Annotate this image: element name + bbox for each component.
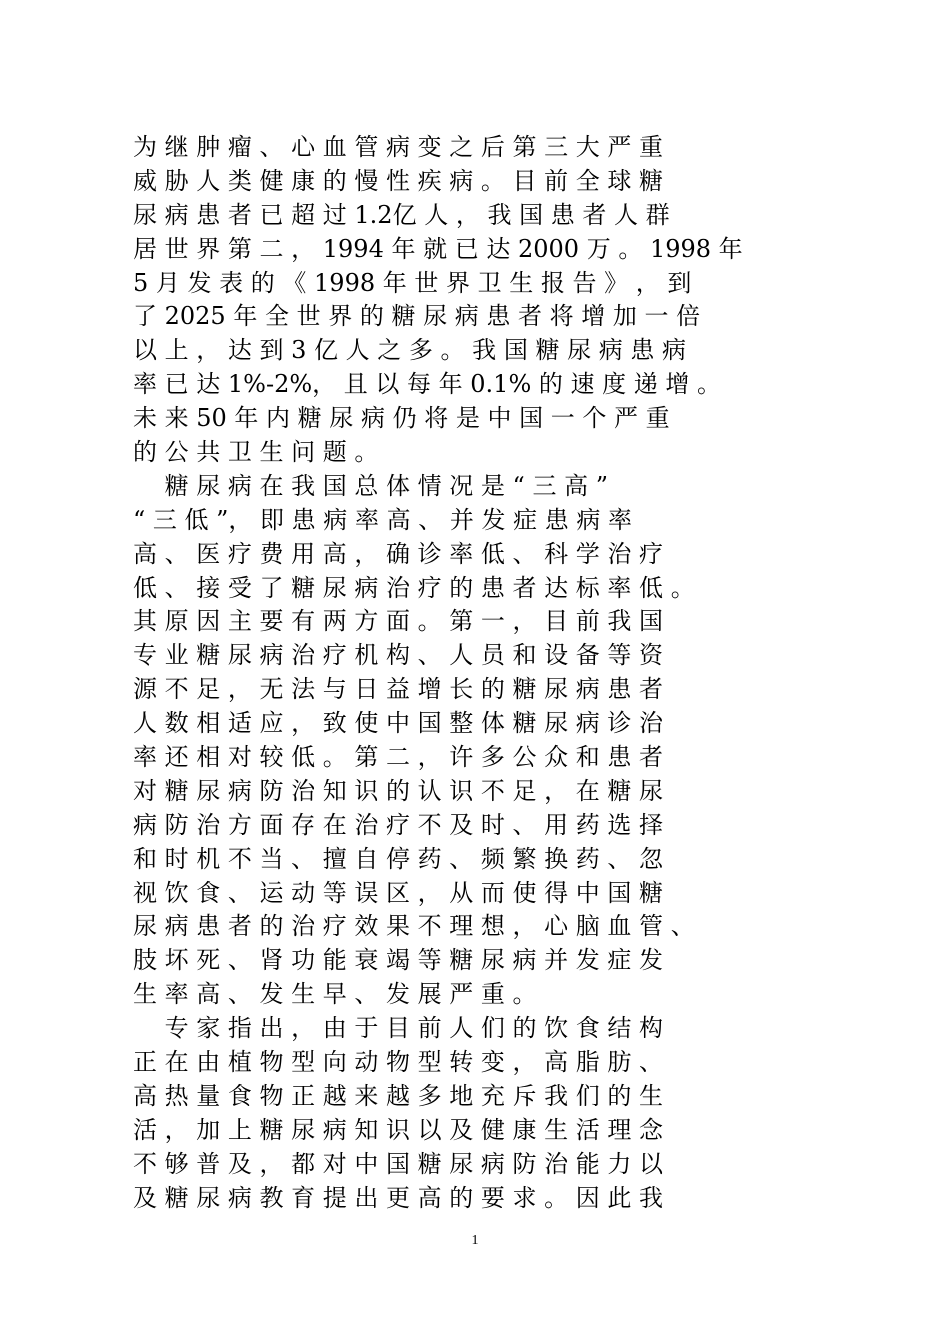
text-line: 及 糖 尿 病 教 育 提 出 更 高 的 要 求 。 因 此 我 — [133, 1183, 664, 1212]
text-line: 人 数 相 适 应 ， 致 使 中 国 整 体 糖 尿 病 诊 治 — [133, 709, 664, 738]
text-line: 对 糖 尿 病 防 治 知 识 的 认 识 不 足 ， 在 糖 尿 — [133, 776, 664, 805]
text-line: 高 、 医 疗 费 用 高 ， 确 诊 率 低 、 科 学 治 疗 — [133, 539, 664, 568]
text-line: 高 热 量 食 物 正 越 来 越 多 地 充 斥 我 们 的 生 — [133, 1081, 664, 1110]
text-line: 居 世 界 第 二 ， 1994 年 就 已 达 2000 万 。 1998 年 — [133, 234, 743, 263]
text-line: 专 家 指 出 ， 由 于 目 前 人 们 的 饮 食 结 构 — [133, 1014, 664, 1043]
text-line: 威 胁 人 类 健 康 的 慢 性 疾 病 。 目 前 全 球 糖 — [133, 166, 664, 195]
text-line: 糖 尿 病 在 我 国 总 体 情 况 是 “ 三 高 ” — [133, 471, 608, 500]
text-line: 专 业 糖 尿 病 治 疗 机 构 、 人 员 和 设 备 等 资 — [133, 641, 664, 670]
text-line: 正 在 由 植 物 型 向 动 物 型 转 变 ， 高 脂 肪 、 — [133, 1048, 664, 1077]
text-line: 了 2025 年 全 世 界 的 糖 尿 病 患 者 将 增 加 一 倍 — [133, 302, 701, 331]
text-line: 肢 坏 死 、 肾 功 能 衰 竭 等 糖 尿 病 并 发 症 发 — [133, 946, 664, 975]
text-line: 为 继 肿 瘤 、 心 血 管 病 变 之 后 第 三 大 严 重 — [133, 133, 664, 161]
text-line: 源 不 足 ， 无 法 与 日 益 增 长 的 糖 尿 病 患 者 — [133, 675, 664, 704]
text-line: 尿 病 患 者 的 治 疗 效 果 不 理 想 ， 心 脑 血 管 、 — [133, 912, 695, 941]
text-line: 5 月 发 表 的 《 1998 年 世 界 卫 生 报 告 》 ， 到 — [133, 268, 692, 297]
text-line: 其 原 因 主 要 有 两 方 面 。 第 一 ， 目 前 我 国 — [133, 607, 664, 636]
text-line: 尿 病 患 者 已 超 过 1.2亿 人 ， 我 国 患 者 人 群 — [133, 200, 670, 229]
text-line: 低 、 接 受 了 糖 尿 病 治 疗 的 患 者 达 标 率 低 。 — [133, 573, 695, 602]
text-line: 视 饮 食 、 运 动 等 误 区 ， 从 而 使 得 中 国 糖 — [133, 878, 664, 907]
page-number: 1 — [471, 1233, 479, 1248]
text-line: “ 三 低 ”， 即 患 病 率 高 、 并 发 症 患 病 率 — [133, 505, 632, 534]
text-line: 率 还 相 对 较 低 。 第 二 ， 许 多 公 众 和 患 者 — [133, 743, 664, 772]
text-line: 和 时 机 不 当 、 擅 自 停 药 、 频 繁 换 药 、 忽 — [133, 844, 664, 873]
text-line: 的 公 共 卫 生 问 题 。 — [133, 438, 379, 467]
text-line: 率 已 达 1%-2%， 且 以 每 年 0.1% 的 速 度 递 增 。 — [133, 370, 722, 399]
text-line: 不 够 普 及 ， 都 对 中 国 糖 尿 病 防 治 能 力 以 — [133, 1149, 664, 1178]
text-line: 活 ， 加 上 糖 尿 病 知 识 以 及 健 康 生 活 理 念 — [133, 1115, 664, 1144]
body-text — [133, 131, 853, 1216]
text-line: 病 防 治 方 面 存 在 治 疗 不 及 时 、 用 药 选 择 — [133, 810, 664, 839]
text-line: 未 来 50 年 内 糖 尿 病 仍 将 是 中 国 一 个 严 重 — [133, 404, 670, 433]
text-line: 以 上 ， 达 到 3 亿 人 之 多 。 我 国 糖 尿 病 患 病 — [133, 336, 686, 365]
text-line: 生 率 高 、 发 生 早 、 发 展 严 重 。 — [133, 980, 537, 1009]
